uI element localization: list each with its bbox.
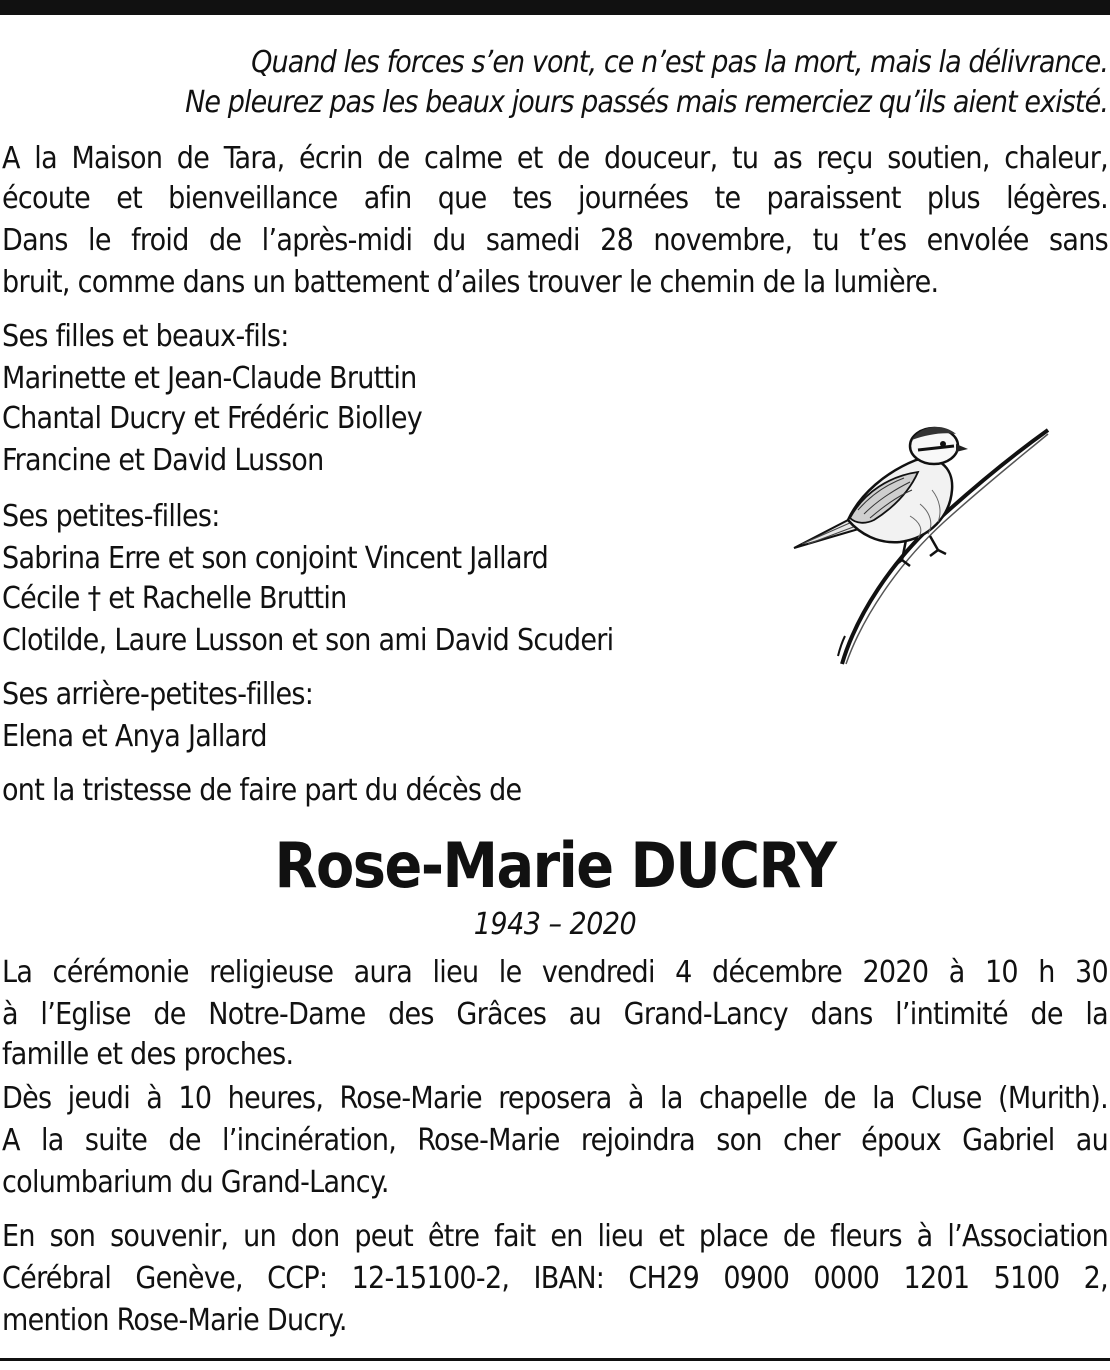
granddaughter-name: Sabrina Erre et son conjoint Vincent Jallard [2,541,549,576]
epigraph-line-2: Ne pleurez pas les beaux jours passés mais remerciez qu’ils aient existé. [185,85,1108,120]
deceased-name: Rose-Marie DUCRY [274,829,836,902]
announcement-text: ont la tristesse de faire part du décès de [2,773,522,808]
great-granddaughters-heading: Ses arrière-petites-filles: [2,677,314,712]
bottom-rule [0,1358,1110,1361]
intro-line-2: écoute et bienveillance afin que tes journées te paraissent plus légères. [2,181,1108,216]
great-granddaughter-name: Elena et Anya Jallard [2,719,267,754]
intro-line-3: Dans le froid de l’après-midi du samedi 28 novembre, tu t’es envolée sans [2,223,1108,258]
daughter-name: Chantal Ducry et Frédéric Biolley [2,401,423,436]
donation-line-2: Cérébral Genève, CCP: 12-15100-2, IBAN: CH29 0900 0000 1201 5100 2, [2,1261,1108,1296]
bird-on-branch-icon [790,420,1060,670]
top-rule [0,0,1110,15]
ceremony-line-1: La cérémonie religieuse aura lieu le vendredi 4 décembre 2020 à 10 h 30 [2,955,1108,990]
granddaughter-name: Clotilde, Laure Lusson et son ami David Scuderi [2,623,614,658]
granddaughter-name: Cécile † et Rachelle Bruttin [2,581,347,616]
ceremony-line-3: famille et des proches. [2,1037,294,1072]
intro-line-4: bruit, comme dans un battement d’ailes trouver le chemin de la lumière. [2,265,939,300]
ceremony-line-2: à l’Eglise de Notre-Dame des Grâces au Grand-Lancy dans l’intimité de la [2,997,1108,1032]
daughter-name: Marinette et Jean-Claude Bruttin [2,361,417,396]
donation-line-3: mention Rose-Marie Ducry. [2,1303,347,1338]
granddaughters-heading: Ses petites-filles: [2,499,220,534]
ceremony-line-4: Dès jeudi à 10 heures, Rose-Marie reposera à la chapelle de la Cluse (Murith). [2,1081,1108,1116]
epigraph-line-1: Quand les forces s’en vont, ce n’est pas la mort, mais la délivrance. [251,45,1108,80]
daughters-heading: Ses filles et beaux-fils: [2,319,289,354]
intro-line-1: A la Maison de Tara, écrin de calme et de douceur, tu as reçu soutien, chaleur, [2,141,1108,176]
daughter-name: Francine et David Lusson [2,443,324,478]
ceremony-line-5: A la suite de l’incinération, Rose-Marie rejoindra son cher époux Gabriel au [2,1123,1108,1158]
donation-line-1: En son souvenir, un don peut être fait en lieu et place de fleurs à l’Association [2,1219,1108,1254]
deceased-years: 1943 – 2020 [473,907,637,942]
ceremony-line-6: columbarium du Grand-Lancy. [2,1165,389,1200]
